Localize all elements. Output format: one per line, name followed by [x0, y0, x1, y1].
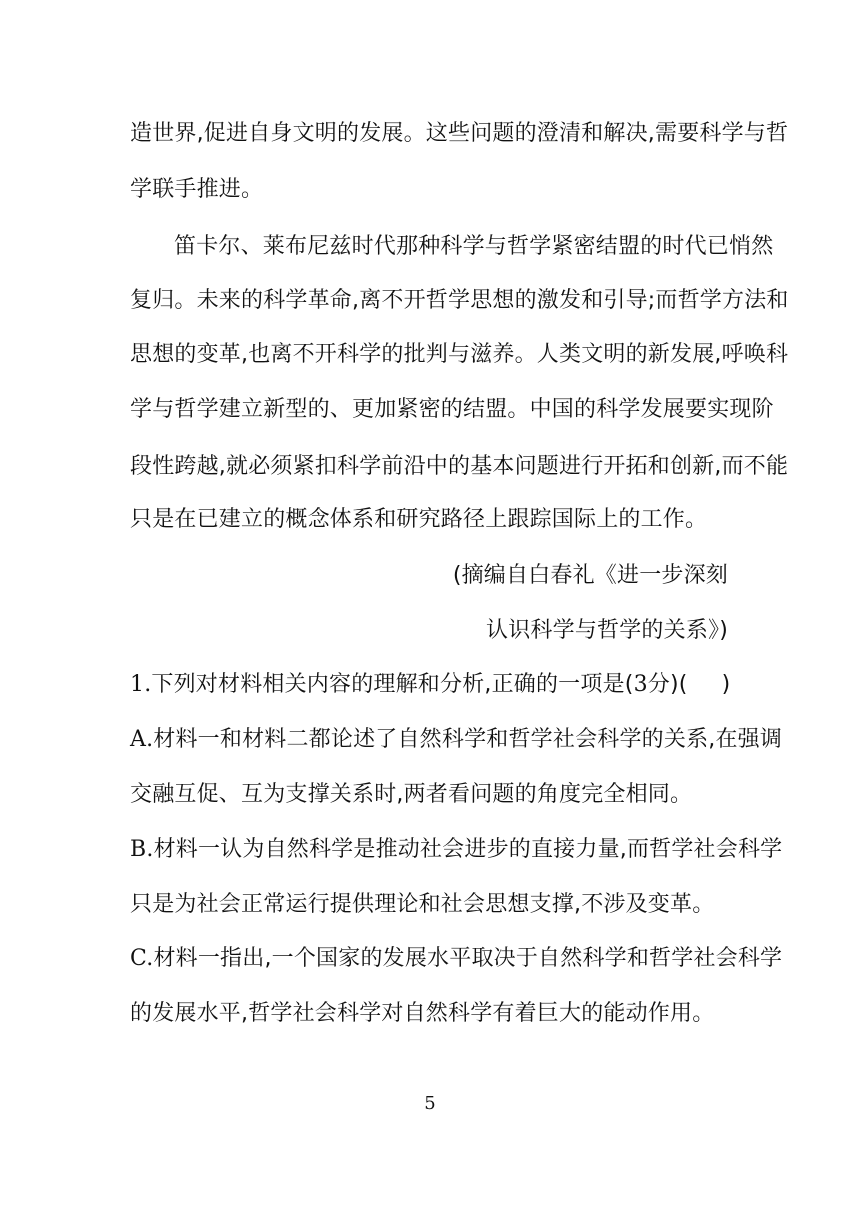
question-number: 1.	[130, 672, 152, 697]
question-score: 3	[633, 672, 648, 697]
paragraph-line: 段性跨越,就必须紧扣科学前沿中的基本问题进行开拓和创新,而不能	[130, 454, 789, 479]
option-b-line-2: 只是为社会正常运行提供理论和社会思想支撑,不涉及变革。	[130, 892, 715, 917]
option-c-line-1	[130, 944, 783, 974]
question-stem	[130, 670, 730, 700]
option-a-line-2: 交融互促、互为支撑关系时,两者看问题的角度完全相同。	[130, 782, 693, 807]
paragraph-line: 学与哲学建立新型的、更加紧密的结盟。中国的科学发展要实现阶	[130, 397, 774, 422]
question-text: 下列对材料相关内容的理解和分析,正确的一项是(	[151, 672, 634, 697]
option-c-letter: C.	[130, 946, 154, 971]
paragraph-line: 思想的变革,也离不开科学的批判与滋养。人类文明的新发展,呼唤科	[130, 342, 789, 367]
option-b-text: 材料一认为自然科学是推动社会进步的直接力量,而哲学社会科学	[153, 837, 783, 862]
option-c-line-2: 的发展水平,哲学社会科学对自然科学有着巨大的能动作用。	[130, 1001, 715, 1026]
citation-line-2: 认识科学与哲学的关系》)	[486, 618, 728, 643]
paragraph-line: 只是在已建立的概念体系和研究路径上跟踪国际上的工作。	[130, 507, 708, 532]
paragraph-line: 造世界,促进自身文明的发展。这些问题的澄清和解决,需要科学与哲	[130, 121, 789, 146]
option-b-letter: B.	[130, 837, 154, 862]
option-b-line-1	[130, 835, 783, 865]
option-a-text: 材料一和材料二都论述了自然科学和哲学社会科学的关系,在强调	[153, 727, 783, 752]
paragraph-line: 复归。未来的科学革命,离不开哲学思想的激发和引导;而哲学方法和	[130, 288, 789, 313]
paragraph-first-line: 笛卡尔、莱布尼兹时代那种科学与哲学紧密结盟的时代已悄然	[174, 234, 774, 259]
page-number: 5	[424, 1093, 436, 1114]
option-c-text: 材料一指出,一个国家的发展水平取决于自然科学和哲学社会科学	[153, 946, 783, 971]
question-text-score-unit: 分)(	[647, 672, 688, 697]
option-a-letter: A.	[130, 727, 154, 752]
paragraph-line: 学联手推进。	[130, 177, 264, 202]
citation-line-1: (摘编自白春礼《进一步深刻	[452, 563, 728, 588]
question-close-paren: )	[721, 672, 731, 697]
option-a-line-1	[130, 725, 783, 755]
